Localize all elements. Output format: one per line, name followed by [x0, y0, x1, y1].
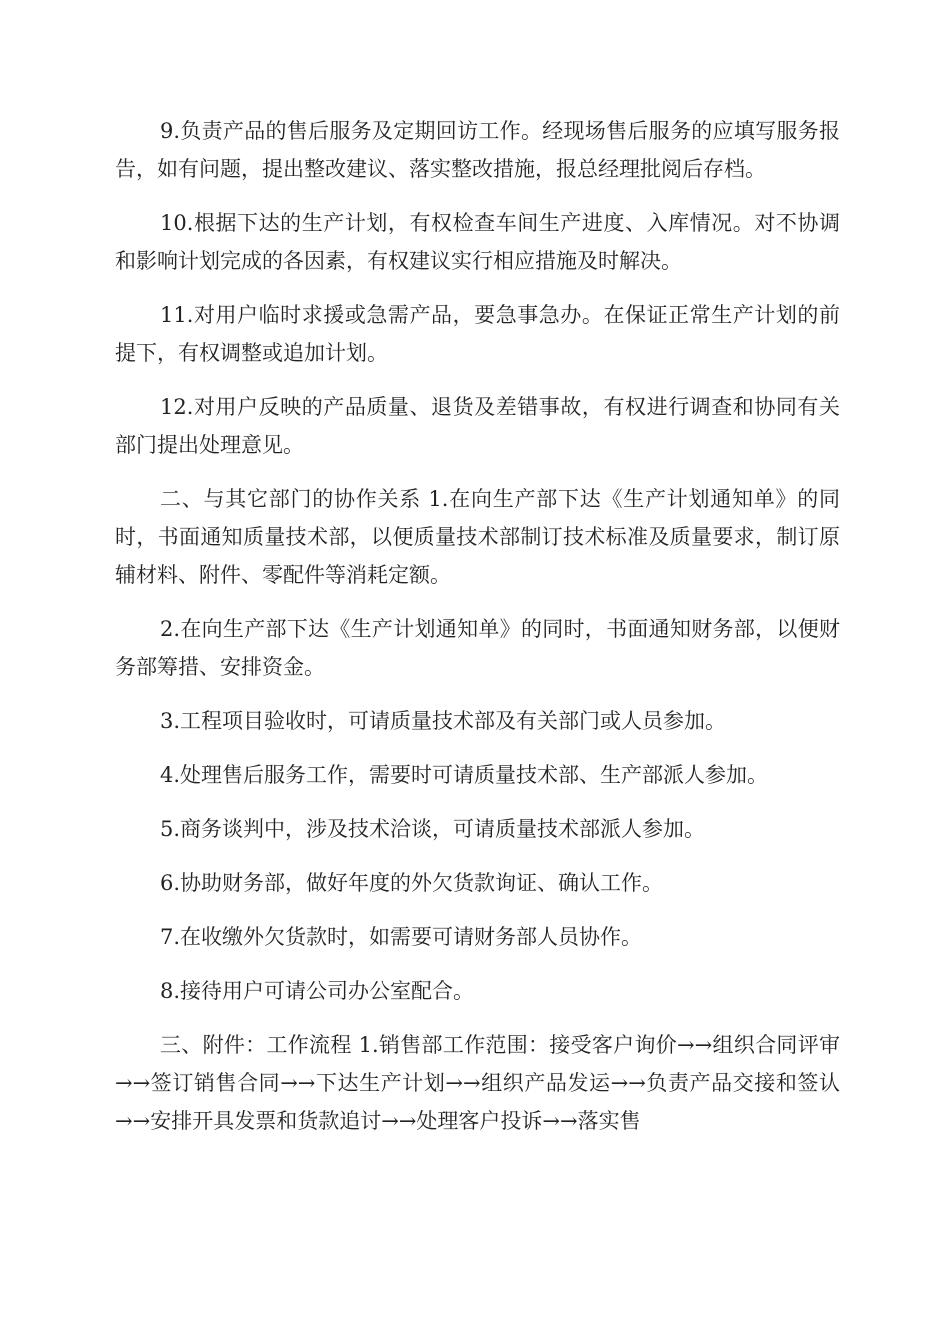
cooperation-item-3: 3.工程项目验收时，可请质量技术部及有关部门或人员参加。 — [160, 709, 727, 733]
paragraph-item-10: 10.根据下达的生产计划，有权检查车间生产进度、入库情况。对不协调和影响计划完成的各因素，有权建议实行相应措施及时解决。 — [115, 211, 840, 273]
cooperation-item-4: 4.处理售后服务工作，需要时可请质量技术部、生产部派人参加。 — [160, 763, 769, 787]
cooperation-item-8: 8.接待用户可请公司办公室配合。 — [160, 979, 475, 1003]
paragraph-item-9: 9.负责产品的售后服务及定期回访工作。经现场售后服务的应填写服务报告，如有问题，提出整改建议、落实整改措施，报总经理批阅后存档。 — [115, 119, 840, 181]
cooperation-item-7: 7.在收缴外欠货款时，如需要可请财务部人员协作。 — [160, 925, 643, 949]
paragraph-item-11: 11.对用户临时求援或急需产品，要急事急办。在保证正常生产计划的前提下，有权调整或追加计划。 — [115, 303, 840, 365]
cooperation-item-5: 5.商务谈判中，涉及技术洽谈，可请质量技术部派人参加。 — [160, 817, 706, 841]
cooperation-item-6: 6.协助财务部，做好年度的外欠货款询证、确认工作。 — [160, 871, 664, 895]
section-appendix-workflow-paragraph: 三、附件：工作流程 1.销售部工作范围：接受客户询价→→组织合同评审→→签订销售合同→→下达生产计划→→组织产品发运→→负责产品交接和签认→→安排开具发票和货款追讨→→处理客户投诉→→落实售 — [115, 1033, 840, 1133]
paragraph-item-12: 12.对用户反映的产品质量、退货及差错事故，有权进行调查和协同有关部门提出处理意见。 — [115, 395, 840, 457]
section-cooperation-heading-paragraph: 二、与其它部门的协作关系 1.在向生产部下达《生产计划通知单》的同时，书面通知质量技术部，以便质量技术部制订技术标准及质量要求，制订原辅材料、附件、零配件等消耗定额。 — [115, 487, 840, 587]
cooperation-item-2: 2.在向生产部下达《生产计划通知单》的同时，书面通知财务部，以便财务部筹措、安排资金。 — [115, 617, 840, 679]
document-body — [115, 112, 840, 1156]
